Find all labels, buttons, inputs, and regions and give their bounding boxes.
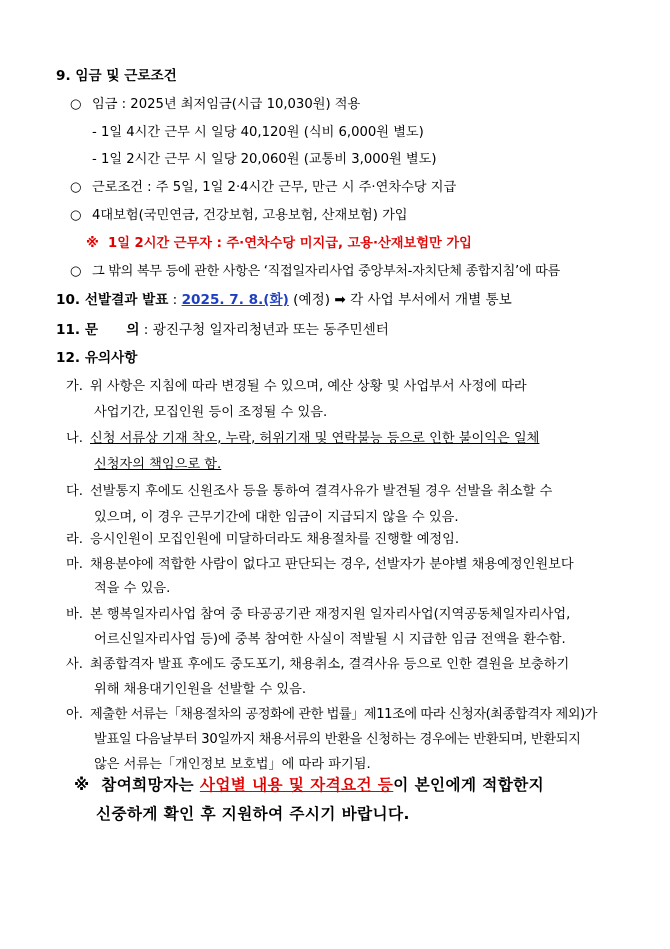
list-item — [92, 153, 437, 166]
red-notice-line — [86, 237, 472, 250]
item-text-underlined: 신청 서류상 기재 착오, 누락, 허위기재 및 연락불능 등으로 인한 불이익은 일체 — [90, 431, 540, 446]
bullet-dash: - — [92, 125, 97, 140]
item-continuation: 적을 수 있음. — [94, 581, 171, 596]
insurance-text: 4대보험(국민연금, 건강보험, 고용보험, 산재보험) 가입 — [92, 208, 408, 223]
section-10 — [56, 294, 512, 308]
item-continuation: 발표일 다음날부터 30일까지 채용서류의 반환을 신청하는 경우에는 반환되며, 반환되지 — [94, 732, 581, 747]
list-item — [66, 708, 597, 721]
item-marker: 아. — [66, 707, 83, 722]
item-marker: 가. — [66, 379, 83, 394]
list-item — [66, 485, 552, 498]
reference-mark: ※ — [74, 776, 90, 794]
list-item — [92, 126, 424, 139]
list-item — [66, 658, 569, 671]
wage-detail-4h: 1일 4시간 근무 시 일당 40,120원 (식비 6,000원 별도) — [100, 125, 424, 140]
item-continuation: 어르신일자리사업 등)에 중복 참여한 사실이 적발될 시 지급한 임금 전액을 환수함. — [94, 632, 566, 647]
colon: : — [168, 292, 182, 308]
item-continuation: 않은 서류는「개인정보 보호법」에 따라 파기됨. — [94, 757, 371, 772]
list-item — [66, 432, 539, 445]
inquiry-text: : 광진구청 일자리청년과 또는 동주민센터 — [139, 322, 389, 338]
list-item — [70, 265, 560, 278]
item-text: 응시인원이 모집인원에 미달하더라도 채용절차를 진행할 예정임. — [90, 532, 460, 547]
item-text: 위 사항은 지침에 따라 변경될 수 있으며, 예산 상황 및 사업부서 사정에 따라 — [90, 379, 527, 394]
item-text: 선발통지 후에도 신원조사 등을 통하여 결격사유가 발견될 경우 선발을 취소할 수 — [90, 484, 553, 499]
section-11-label: 11. 문 의 — [56, 322, 140, 338]
notice-post: 이 본인에게 적합한지 — [393, 776, 545, 794]
item-continuation: 있으며, 이 경우 근무기간에 대한 임금이 지급되지 않을 수 있음. — [94, 510, 459, 525]
reference-mark: ※ — [86, 236, 99, 251]
final-notice-line-2: 신중하게 확인 후 지원하여 주시기 바랍니다. — [96, 805, 410, 823]
list-item — [70, 209, 408, 222]
item-marker: 라. — [66, 532, 83, 547]
announcement-suffix: (예정) ➡ 각 사업 부서에서 개별 통보 — [288, 292, 512, 308]
service-guideline-text: 그 밖의 복무 등에 관한 사항은 ‘직접일자리사업 중앙부처-자치단체 종합지침’에 따름 — [92, 264, 560, 279]
item-continuation-underlined: 신청자의 책임으로 함. — [94, 457, 222, 472]
section-10-label: 10. 선발결과 발표 — [56, 292, 169, 308]
item-text: 본 행복일자리사업 참여 중 타공공기관 재정지원 일자리사업(지역공동체일자리사업, — [90, 607, 571, 622]
item-marker: 마. — [66, 557, 83, 572]
section-9-title: 9. 임금 및 근로조건 — [56, 68, 177, 84]
final-notice-line-1 — [74, 778, 544, 794]
list-item — [66, 380, 527, 393]
item-text: 채용분야에 적합한 사람이 없다고 판단되는 경우, 선발자가 분야별 채용예정인원보다 — [90, 557, 574, 572]
item-continuation: 사업기간, 모집인원 등이 조정될 수 있음. — [94, 405, 328, 420]
list-item — [66, 608, 570, 621]
item-marker: 바. — [66, 607, 83, 622]
item-continuation: 위해 채용대기인원을 선발할 수 있음. — [94, 682, 307, 697]
announcement-date: 2025. 7. 8.(화) — [181, 292, 289, 308]
bullet-circle: ○ — [70, 264, 82, 279]
bullet-dash: - — [92, 152, 97, 167]
bullet-circle: ○ — [70, 180, 82, 195]
notice-highlight: 사업별 내용 및 자격요건 등 — [199, 776, 394, 794]
bullet-circle: ○ — [70, 97, 82, 112]
bullet-circle: ○ — [70, 208, 82, 223]
list-item — [66, 558, 574, 571]
wage-text: 임금 : 2025년 최저임금(시급 10,030원) 적용 — [92, 97, 361, 112]
item-marker: 다. — [66, 484, 83, 499]
item-text: 최종합격자 발표 후에도 중도포기, 채용취소, 결격사유 등으로 인한 결원을 보충하기 — [90, 657, 570, 672]
list-item — [70, 181, 456, 194]
item-marker: 사. — [66, 657, 83, 672]
section-12-title: 12. 유의사항 — [56, 350, 138, 366]
work-conditions-text: 근로조건 : 주 5일, 1일 2·4시간 근무, 만근 시 주·연차수당 지급 — [92, 180, 457, 195]
item-marker: 나. — [66, 431, 83, 446]
section-11 — [56, 324, 389, 338]
list-item — [70, 98, 360, 111]
notice-pre: 참여희망자는 — [101, 776, 200, 794]
red-notice-text: 1일 2시간 근무자 : 주·연차수당 미지급, 고용·산재보험만 가입 — [108, 236, 472, 251]
item-text: 제출한 서류는「채용절차의 공정화에 관한 법률」제11조에 따라 신청자(최종합격자 제외)가 — [90, 707, 598, 722]
wage-detail-2h: 1일 2시간 근무 시 일당 20,060원 (교통비 3,000원 별도) — [100, 152, 437, 167]
list-item — [66, 533, 459, 546]
